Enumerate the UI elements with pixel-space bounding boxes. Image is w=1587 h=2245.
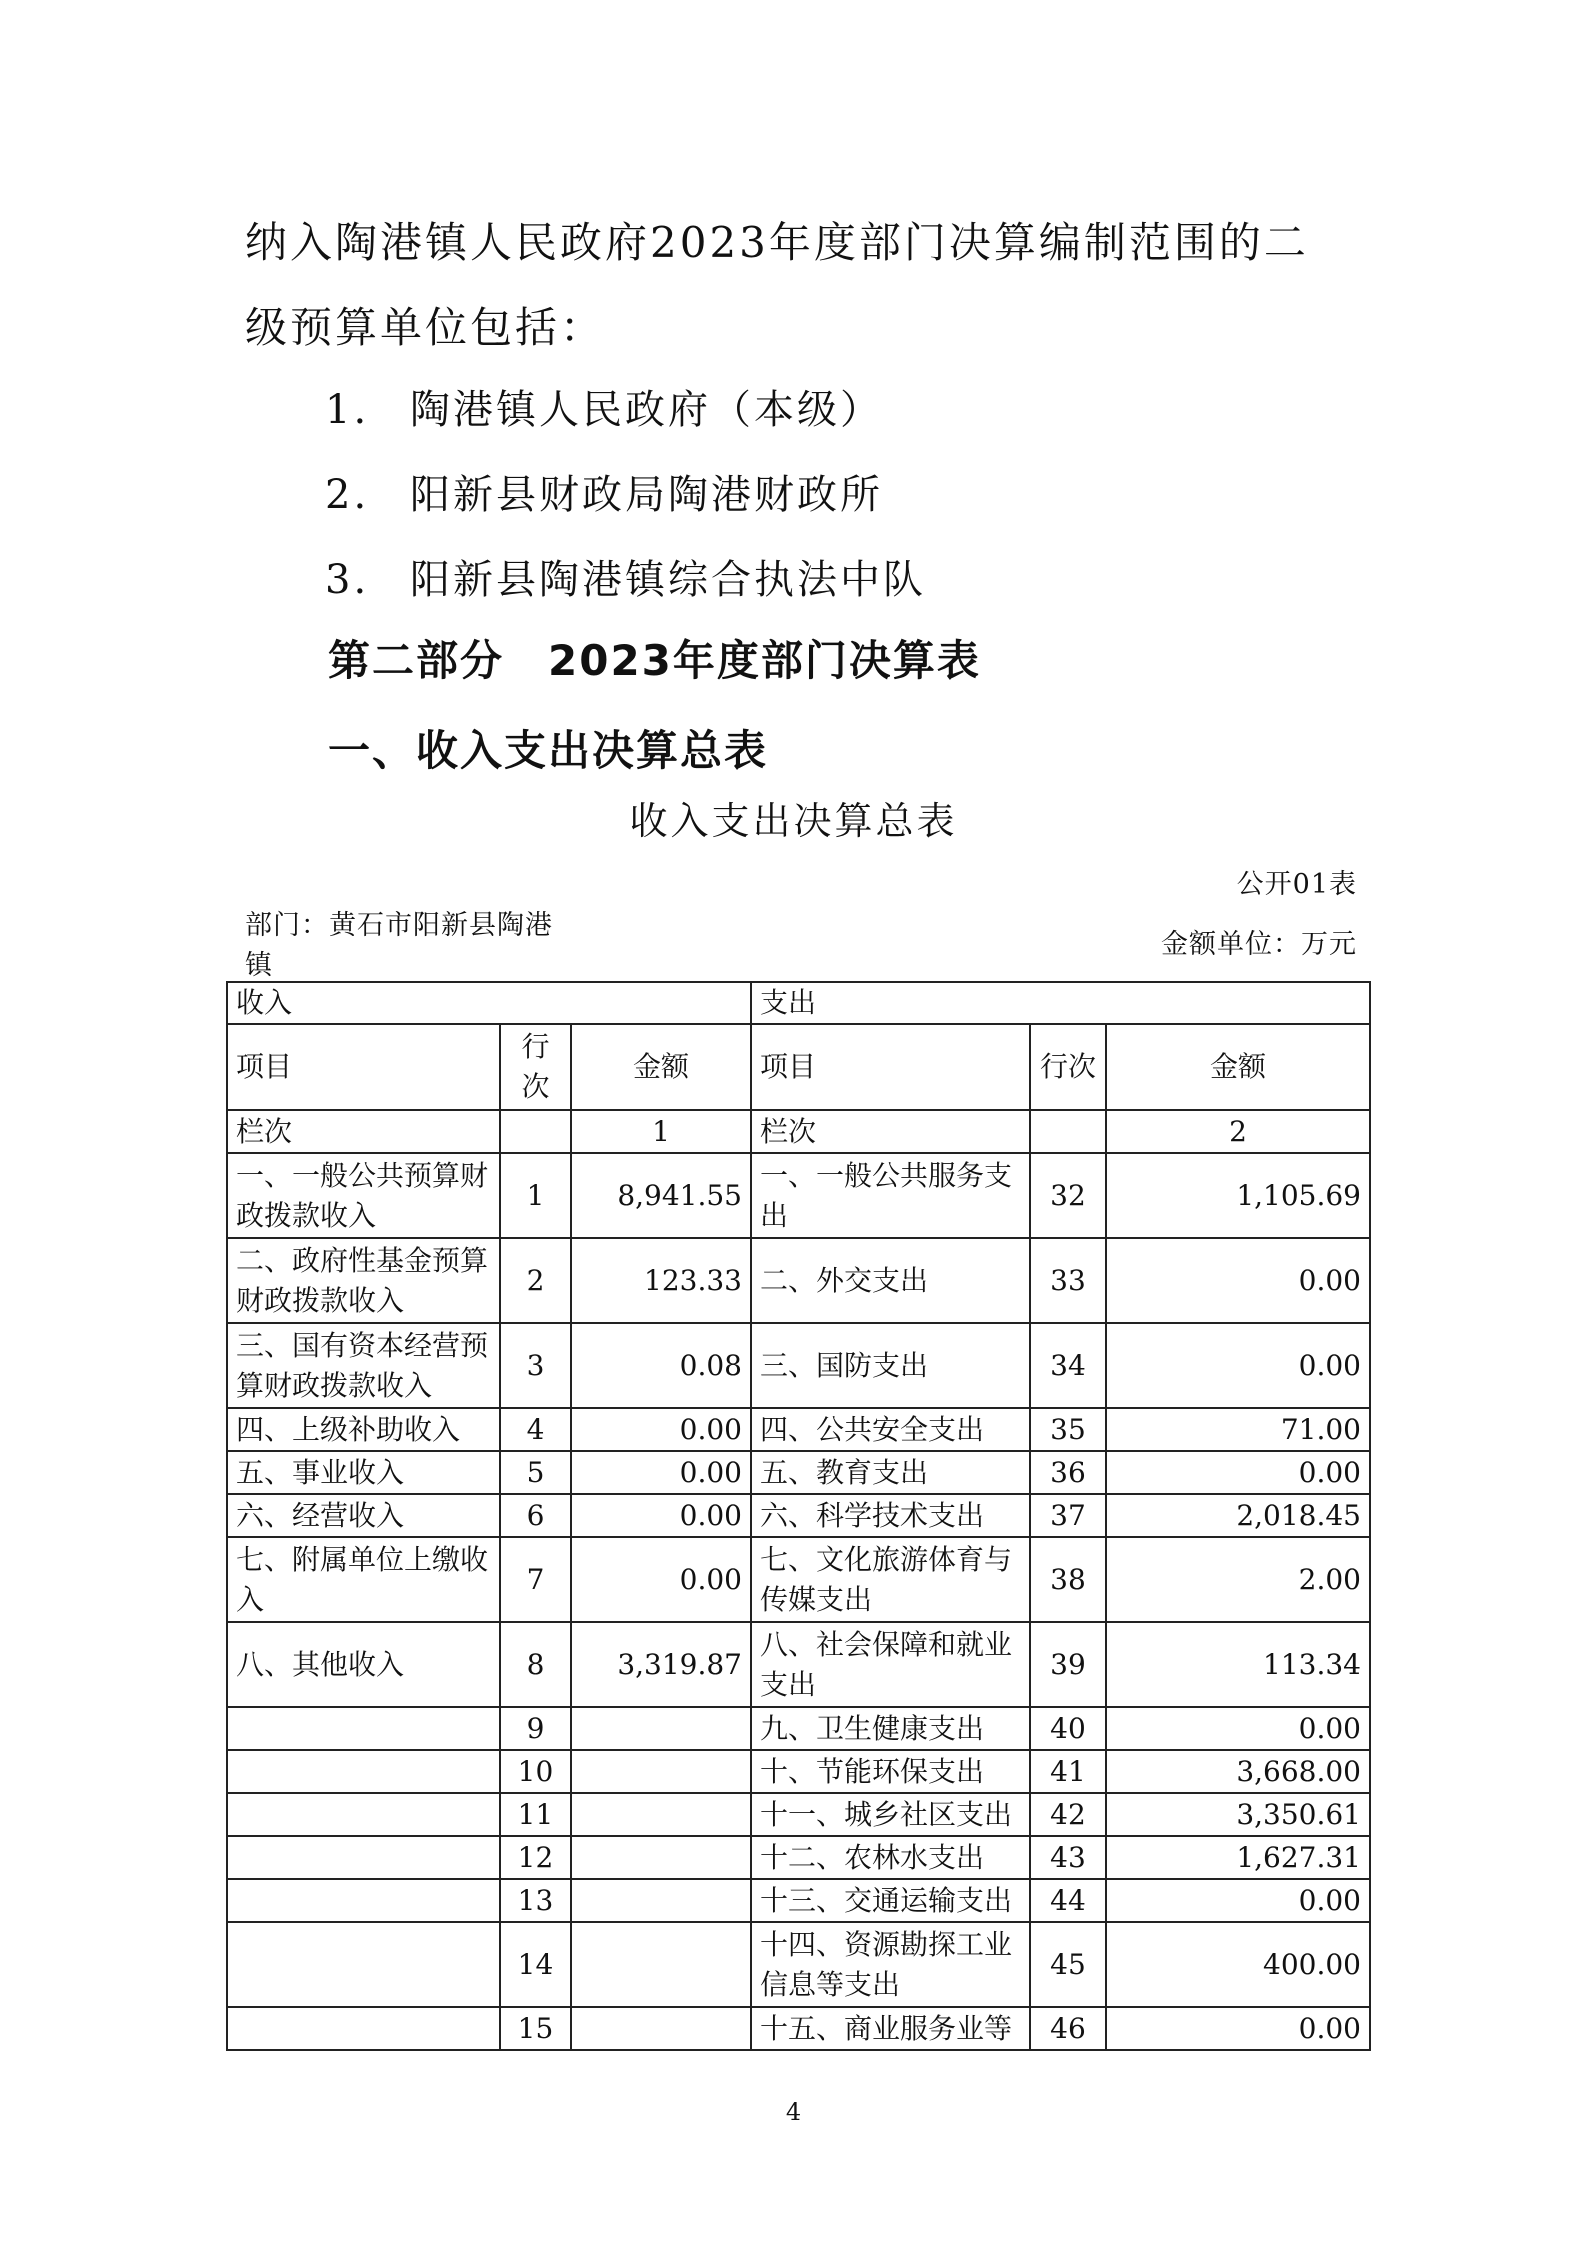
expense-item-cell: 四、公共安全支出 <box>751 1408 1030 1451</box>
unit-list-item <box>325 378 883 435</box>
income-row-number-cell: 14 <box>500 1922 571 2007</box>
unit-list-item <box>325 548 926 605</box>
income-amount-cell: 123.33 <box>571 1238 751 1323</box>
col-row-header: 行次 <box>1030 1024 1106 1110</box>
table-row <box>227 1836 1370 1879</box>
income-amount-cell <box>571 1793 751 1836</box>
income-item-cell: 三、国有资本经营预算财政拨款收入 <box>227 1323 500 1408</box>
income-amount-cell <box>571 2007 751 2050</box>
expense-amount-cell: 2,018.45 <box>1106 1494 1370 1537</box>
income-amount-cell: 0.00 <box>571 1408 751 1451</box>
expense-item-cell: 七、文化旅游体育与传媒支出 <box>751 1537 1030 1622</box>
col-item-header: 项目 <box>751 1024 1030 1110</box>
list-number: 1. <box>325 387 370 433</box>
income-item-cell <box>227 1793 500 1836</box>
income-row-number-cell: 5 <box>500 1451 571 1494</box>
expense-item-cell: 八、社会保障和就业支出 <box>751 1622 1030 1707</box>
expense-item-cell: 二、外交支出 <box>751 1238 1030 1323</box>
page-number: 4 <box>785 2098 802 2126</box>
expense-row-number-cell: 37 <box>1030 1494 1106 1537</box>
income-amount-cell: 8,941.55 <box>571 1153 751 1238</box>
income-item-cell: 六、经营收入 <box>227 1494 500 1537</box>
table-row <box>227 2007 1370 2050</box>
expense-item-cell: 十、节能环保支出 <box>751 1750 1030 1793</box>
expense-amount-cell: 71.00 <box>1106 1408 1370 1451</box>
expense-item-cell: 九、卫生健康支出 <box>751 1707 1030 1750</box>
expense-col-number: 2 <box>1106 1110 1370 1153</box>
expense-row-number-cell: 41 <box>1030 1750 1106 1793</box>
income-amount-cell <box>571 1922 751 2007</box>
income-row-number-cell: 10 <box>500 1750 571 1793</box>
table-title: 收入支出决算总表 <box>629 799 958 843</box>
expense-row-number-cell: 34 <box>1030 1323 1106 1408</box>
intro-line-1: 纳入陶港镇人民政府2023年度部门决算编制范围的二 <box>245 218 1309 267</box>
table-row <box>227 1537 1370 1622</box>
part-heading: 第二部分 2023年度部门决算表 <box>328 636 981 685</box>
income-item-cell <box>227 1750 500 1793</box>
section-heading: 一、收入支出决算总表 <box>328 726 769 775</box>
list-number: 2. <box>325 472 370 518</box>
income-amount-cell <box>571 1707 751 1750</box>
table-row <box>227 1238 1370 1323</box>
table-row <box>227 1494 1370 1537</box>
expense-amount-cell: 0.00 <box>1106 1238 1370 1323</box>
table-row <box>227 1707 1370 1750</box>
expense-amount-cell: 2.00 <box>1106 1537 1370 1622</box>
list-number: 3. <box>325 557 370 603</box>
income-row-number-cell: 11 <box>500 1793 571 1836</box>
lanci-label: 栏次 <box>751 1110 1030 1153</box>
table-row <box>227 1323 1370 1408</box>
income-header: 收入 <box>227 982 751 1024</box>
income-amount-cell <box>571 1836 751 1879</box>
table-row <box>227 1408 1370 1451</box>
expense-amount-cell: 0.00 <box>1106 1323 1370 1408</box>
expense-row-number-cell: 42 <box>1030 1793 1106 1836</box>
expense-amount-cell: 1,627.31 <box>1106 1836 1370 1879</box>
col-amount-header: 金额 <box>1106 1024 1370 1110</box>
income-col-number: 1 <box>571 1110 751 1153</box>
income-amount-cell: 0.00 <box>571 1494 751 1537</box>
expense-item-cell: 十二、农林水支出 <box>751 1836 1030 1879</box>
col-item-header: 项目 <box>227 1024 500 1110</box>
income-row-number-cell: 6 <box>500 1494 571 1537</box>
expense-item-cell: 三、国防支出 <box>751 1323 1030 1408</box>
expense-amount-cell: 400.00 <box>1106 1922 1370 2007</box>
lanci-label: 栏次 <box>227 1110 500 1153</box>
expense-item-cell: 五、教育支出 <box>751 1451 1030 1494</box>
expense-amount-cell: 0.00 <box>1106 1879 1370 1922</box>
income-item-cell: 八、其他收入 <box>227 1622 500 1707</box>
expense-row-number-cell: 46 <box>1030 2007 1106 2050</box>
expense-amount-cell: 1,105.69 <box>1106 1153 1370 1238</box>
income-amount-cell <box>571 1879 751 1922</box>
expense-row-number-cell: 35 <box>1030 1408 1106 1451</box>
income-row-number-cell: 1 <box>500 1153 571 1238</box>
expense-row-number-cell: 33 <box>1030 1238 1106 1323</box>
table-row <box>227 1153 1370 1238</box>
income-item-cell <box>227 1879 500 1922</box>
col-amount-header: 金额 <box>571 1024 751 1110</box>
col-row-header: 行次 <box>500 1024 571 1110</box>
expense-amount-cell: 3,668.00 <box>1106 1750 1370 1793</box>
expense-row-number-cell: 36 <box>1030 1451 1106 1494</box>
expense-item-cell: 十三、交通运输支出 <box>751 1879 1030 1922</box>
expense-item-cell: 六、科学技术支出 <box>751 1494 1030 1537</box>
income-item-cell: 一、一般公共预算财政拨款收入 <box>227 1153 500 1238</box>
table-row <box>227 1750 1370 1793</box>
income-item-cell: 五、事业收入 <box>227 1451 500 1494</box>
expense-amount-cell: 113.34 <box>1106 1622 1370 1707</box>
income-item-cell: 四、上级补助收入 <box>227 1408 500 1451</box>
expense-item-cell: 一、一般公共服务支出 <box>751 1153 1030 1238</box>
expense-row-number-cell: 45 <box>1030 1922 1106 2007</box>
income-row-number-cell: 15 <box>500 2007 571 2050</box>
income-amount-cell: 0.00 <box>571 1537 751 1622</box>
income-row-number-cell: 3 <box>500 1323 571 1408</box>
list-text: 阳新县陶港镇综合执法中队 <box>410 557 926 603</box>
expense-amount-cell: 0.00 <box>1106 1451 1370 1494</box>
department-label: 部门：黄石市阳新县陶港镇 <box>245 910 553 981</box>
income-expense-table <box>226 981 1371 2051</box>
expense-row-number-cell: 38 <box>1030 1537 1106 1622</box>
expense-amount-cell: 0.00 <box>1106 1707 1370 1750</box>
table-row <box>227 1922 1370 2007</box>
income-row-number-cell: 4 <box>500 1408 571 1451</box>
income-row-number-cell: 2 <box>500 1238 571 1323</box>
expense-row-number-cell: 43 <box>1030 1836 1106 1879</box>
income-amount-cell: 0.08 <box>571 1323 751 1408</box>
expense-amount-cell: 3,350.61 <box>1106 1793 1370 1836</box>
intro-line-2: 级预算单位包括： <box>245 303 606 352</box>
table-row <box>227 1622 1370 1707</box>
income-amount-cell: 0.00 <box>571 1451 751 1494</box>
unit-list-item <box>325 463 883 520</box>
income-row-number-cell: 8 <box>500 1622 571 1707</box>
expense-row-number-cell: 40 <box>1030 1707 1106 1750</box>
expense-item-cell: 十五、商业服务业等 <box>751 2007 1030 2050</box>
expense-item-cell: 十四、资源勘探工业信息等支出 <box>751 1922 1030 2007</box>
income-item-cell <box>227 2007 500 2050</box>
expense-row-number-cell: 32 <box>1030 1153 1106 1238</box>
expense-row-number-cell: 44 <box>1030 1879 1106 1922</box>
list-text: 阳新县财政局陶港财政所 <box>410 472 883 518</box>
income-row-number-cell: 9 <box>500 1707 571 1750</box>
income-item-cell: 七、附属单位上缴收入 <box>227 1537 500 1622</box>
income-item-cell <box>227 1836 500 1879</box>
income-item-cell <box>227 1922 500 2007</box>
income-row-number-cell: 12 <box>500 1836 571 1879</box>
table-row <box>227 1793 1370 1836</box>
income-row-number-cell: 7 <box>500 1537 571 1622</box>
income-amount-cell: 3,319.87 <box>571 1622 751 1707</box>
empty-cell <box>500 1110 571 1153</box>
income-amount-cell <box>571 1750 751 1793</box>
table-code: 公开01表 <box>1236 869 1357 900</box>
expense-header: 支出 <box>751 982 1370 1024</box>
expense-item-cell: 十一、城乡社区支出 <box>751 1793 1030 1836</box>
unit-label: 金额单位：万元 <box>1161 929 1357 960</box>
list-text: 陶港镇人民政府（本级） <box>410 387 883 433</box>
table-row <box>227 1451 1370 1494</box>
income-row-number-cell: 13 <box>500 1879 571 1922</box>
income-item-cell <box>227 1707 500 1750</box>
expense-row-number-cell: 39 <box>1030 1622 1106 1707</box>
empty-cell <box>1030 1110 1106 1153</box>
income-item-cell: 二、政府性基金预算财政拨款收入 <box>227 1238 500 1323</box>
expense-amount-cell: 0.00 <box>1106 2007 1370 2050</box>
table-row <box>227 1879 1370 1922</box>
